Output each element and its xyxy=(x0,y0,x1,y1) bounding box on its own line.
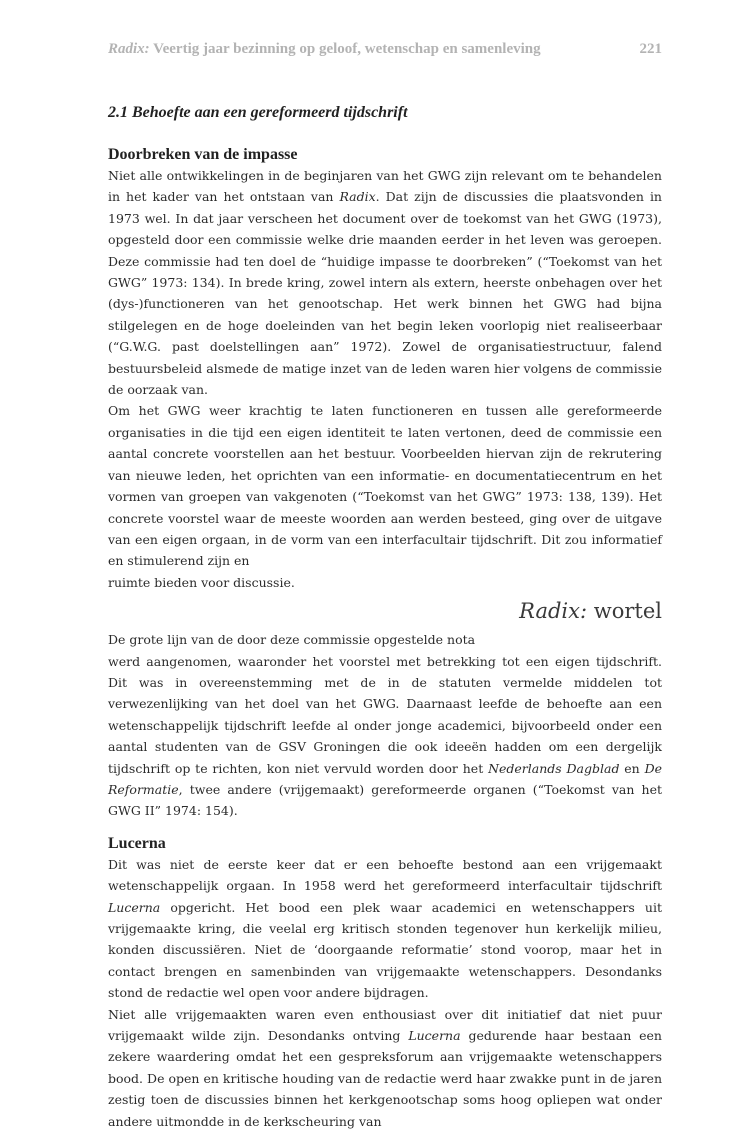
text-run: en xyxy=(619,760,645,776)
section-title: 2.1 Behoefte aan een gereformeerd tijdschrift xyxy=(108,104,408,121)
running-head xyxy=(108,41,662,58)
paragraph xyxy=(108,400,662,593)
text-run: Dit was niet de eerste keer dat er een behoefte bestond aan een vrijgemaakt wetenschappelijk orgaan. In 1958 werd het gereformeerd interfacultair tijdschrift xyxy=(108,856,662,894)
subsection-heading-lucerna: Lucerna xyxy=(108,834,166,852)
text-run: , twee andere (vrijgemaakt) gereformeerde organen (“Toekomst van het GWG II” 1974: 154). xyxy=(108,781,662,819)
italic-run: Nederlands Dagblad xyxy=(488,760,620,776)
italic-run: Lucerna xyxy=(108,899,161,915)
text-run: De grote lijn van de door deze commissie opgestelde nota xyxy=(108,632,476,648)
pull-quote-italic: Radix: xyxy=(519,599,588,624)
paragraph xyxy=(108,629,662,822)
spacer xyxy=(108,822,662,834)
text-run: ruimte bieden voor discussie. xyxy=(108,574,295,590)
text-run: Niet alle ontwikkelingen in de beginjaren van het GWG zijn relevant om te behandelen in het kader van het ontstaan van xyxy=(108,168,662,205)
paragraph xyxy=(108,854,662,1004)
pull-quote xyxy=(108,597,662,625)
pull-quote-rest: wortel xyxy=(587,599,662,624)
page-number: 221 xyxy=(639,41,662,57)
text-run: opgericht. Het bood een plek waar academici en wetenschappers uit vrijgemaakte kring, die veelal erg kritisch stonden tegenover hun kerkelijk milieu, konden discussiëren. Niet de ‘doorgaande reformatie’ stond voorop, maar het in contact brengen en samenbinden van vrijgemaakte wetenschappers. Desondanks stond de redactie wel open voor andere bijdragen. xyxy=(108,899,662,1001)
italic-run: De Reformatie xyxy=(108,760,662,797)
paragraph xyxy=(108,165,662,400)
italic-run: Radix xyxy=(339,189,376,205)
text-run: werd aangenomen, waaronder het voorstel met betrekking tot een eigen tijdschrift. Dit was in overeenstemming met de in de statuten vermelde middelen tot verwezenlijking van het doel van het GWG. Daarnaast leefde de behoefte aan een wetenschappelijk tijdschrift leefde al onder jonge academici, bijvoorbeeld onder een aantal studenten van de GSV Groningen die ook ideeën hadden om een dergelijk tijdschrift op te richten, kon niet vervuld worden door het xyxy=(108,653,662,776)
text-run: . Dat zijn de discussies die plaatsvonden in 1973 wel. In dat jaar verscheen het document over de toekomst van het GWG (1973), opgesteld door een commissie welke drie maanden eerder in het leven was geroepen. Deze commissie had ten doel de “huidige impasse te doorbreken” (“Toekomst van het GWG” 1973: 134). In brede kring, zowel intern als extern, heerste onbehagen over het (dys-)functioneren van het genootschap. Het werk binnen het GWG had bijna stilgelegen en de hoge doeleinden van het begin leken voorlopig niet realiseerbaar (“G.W.G. past doelstellingen aan” 1972). Zowel de organisatiestructuur, falend bestuursbeleid alsmede de matige inzet van de leden waren hier volgens de commissie de oorzaak van. xyxy=(108,189,662,398)
running-head-title-italic: Radix: xyxy=(108,41,150,57)
running-head-title-rest: Veertig jaar bezinning op geloof, wetenschap en samenleving xyxy=(149,41,541,57)
subsection-heading-impasse: Doorbreken van de impasse xyxy=(108,146,298,163)
main-content xyxy=(108,104,662,1132)
running-head-title xyxy=(108,41,541,58)
text-run: Niet alle vrijgemaakten waren even enthousiast over dit initiatief dat niet puur vrijgemaakt wilde zijn. Desondanks ontving xyxy=(108,1006,662,1044)
text-run: gedurende haar bestaan een zekere waardering omdat het een gespreksforum aan vrijgemaakte wetenschappers bood. De open en kritische houding van de redactie werd haar zwakke punt in de jaren zestig toen de discussies binnen het kerkgenootschap soms hoog opliepen wat onder andere uitmondde in de kerkscheuring van xyxy=(108,1028,662,1129)
text-run: Om het GWG weer krachtig te laten functioneren en tussen alle gereformeerde organisaties in die tijd een eigen identiteit te laten vertonen, deed de commissie een aantal concrete voorstellen aan het bestuur. Voorbeelden hiervan zijn de rekrutering van nieuwe leden, het oprichten van een informatie- en documentatiecentrum en het vormen van groepen van vakgenoten (“Toekomst van het GWG” 1973: 138, 139). Het concrete voorstel waar de meeste woorden aan werden besteed, ging over de uitgave van een eigen orgaan, in de vorm van een interfacultair tijdschrift. Dit zou informatief en stimulerend zijn en xyxy=(108,403,662,569)
italic-run: Lucerna xyxy=(408,1028,461,1044)
